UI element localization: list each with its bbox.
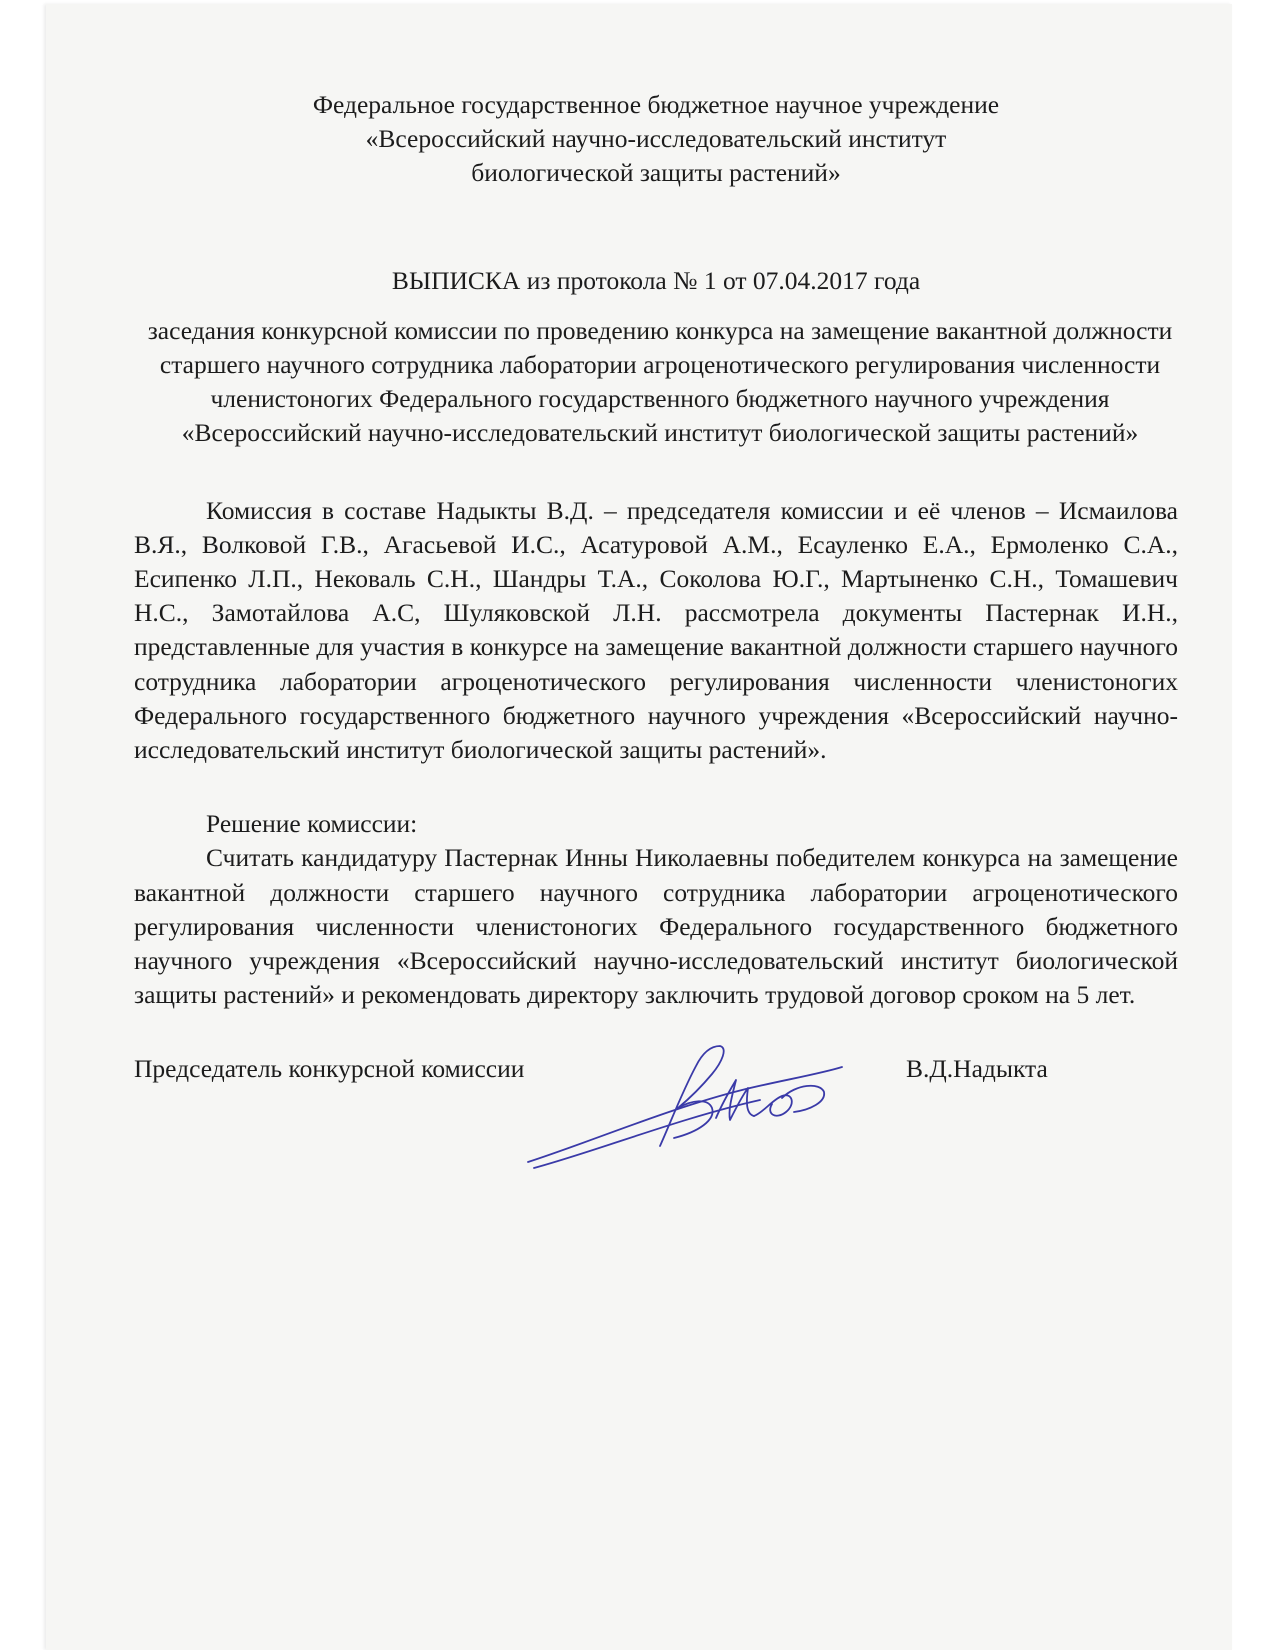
organization-header <box>134 88 1178 191</box>
header-line-1: Федеральное государственное бюджетное научное учреждение <box>312 90 1000 119</box>
header-line-3: биологической защиты растений» <box>471 158 841 188</box>
signature-block <box>134 1052 1178 1192</box>
chairman-role: Председатель конкурсной комиссии <box>134 1054 525 1084</box>
chairman-name: В.Д.Надыкта <box>906 1054 1048 1084</box>
header-line-2: «Всероссийский научно-исследовательский институт <box>365 124 947 154</box>
decision-label: Решение комиссии: <box>206 809 418 839</box>
handwritten-signature-icon <box>520 1034 850 1174</box>
decision-text: Считать кандидатуру Пастернак Инны Николаевны победителем конкурса на замещение вакантной должности старшего научного сотрудника лаборатории агроценотического регулирования численности членистоногих Федерального государственного бюджетного научного учреждения «Всероссийский научно-исследовательский институт биологической защиты растений» и рекомендовать директору заключить трудовой договор сроком на 5 лет. <box>134 843 1178 1010</box>
document-body <box>134 88 1178 1192</box>
commission-paragraph: Комиссия в составе Надыкты В.Д. – председателя комиссии и её членов – Исмаилова В.Я., Волковой Г.В., Агасьевой И.С., Асатуровой А.М., Есауленко Е.А., Ермоленко С.А., Есипенко Л.П., Нековаль С.Н., Шандры Т.А., Соколова Ю.Г., Мартыненко С.Н., Томашевич Н.С., Замотайлова А.С, Шуляковской Л.Н. рассмотрела документы Пастернак И.Н., представленные для участия в конкурсе на замещение вакантной должности старшего научного сотрудника лаборатории агроценотического регулирования численности членистоногих Федерального государственного бюджетного научного учреждения «Всероссийский научно-исследовательский институт биологической защиты растений». <box>134 495 1178 765</box>
document-title: ВЫПИСКА из протокола № 1 от 07.04.2017 года <box>391 265 921 295</box>
document-subject: заседания конкурсной комиссии по проведению конкурса на замещение вакантной должности старшего научного сотрудника лаборатории агроценотического регулирования численности членистоногих Федерального государственного бюджетного научного учреждения «Всероссийский научно-исследовательский институт биологической защиты растений» <box>147 315 1173 448</box>
paragraph-spacer <box>134 767 1178 807</box>
